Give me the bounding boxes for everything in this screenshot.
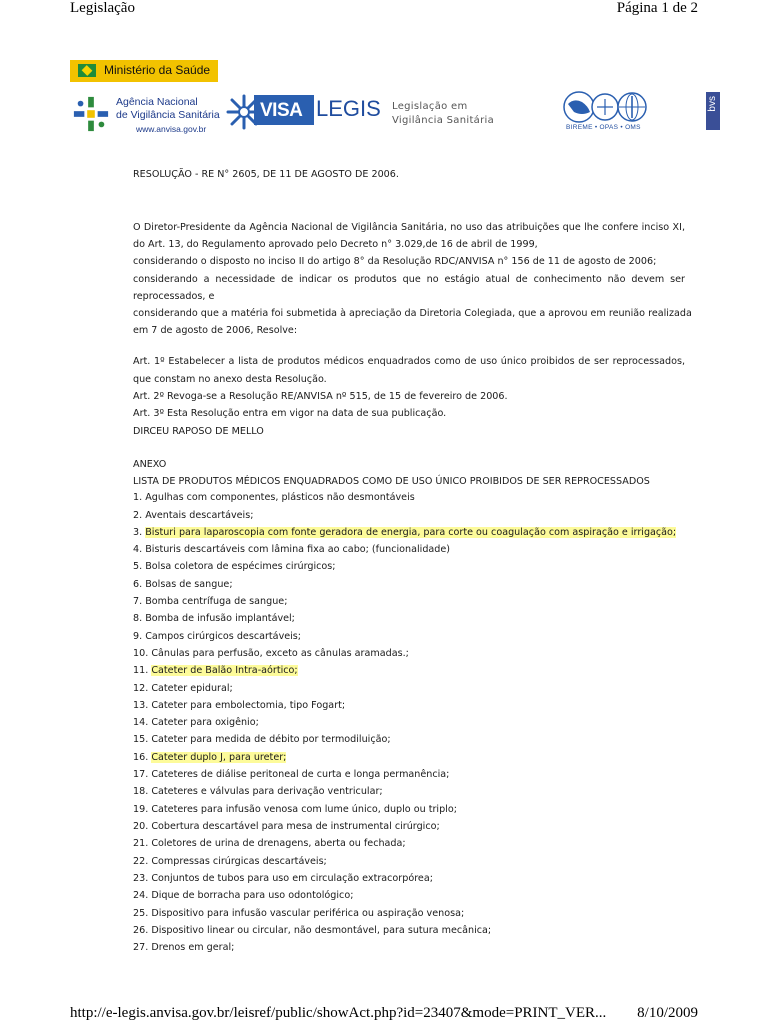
list-item-text: Cânulas para perfusão, exceto as cânulas aramadas.; [151, 648, 409, 659]
list-item [133, 631, 301, 642]
list-item-text: Aventais descartáveis; [145, 510, 254, 521]
list-item-number: 24. [133, 890, 149, 901]
list-item-number: 6. [133, 579, 143, 590]
list-item-text: Dispositivo linear ou circular, não desmontável, para sutura mecânica; [151, 925, 492, 936]
list-item-number: 18. [133, 786, 149, 797]
list-item [133, 804, 457, 815]
list-item-text: Cateteres e válvulas para derivação ventricular; [151, 786, 383, 797]
list-item-number: 23. [133, 873, 149, 884]
list-item-number: 10. [133, 648, 149, 659]
list-item [133, 579, 233, 590]
list-item [133, 821, 440, 832]
bvs-logo-text: bvs [707, 96, 718, 112]
list-item [133, 596, 287, 607]
list-item-text-highlighted: Cateter duplo J, para ureter; [151, 752, 287, 763]
list-item [133, 700, 345, 711]
list-item-number: 1. [133, 492, 143, 503]
print-footer-url: http://e-legis.anvisa.gov.br/leisref/public/showAct.php?id=23407&mode=PRINT_VER... [70, 1005, 607, 1021]
list-item-number: 26. [133, 925, 149, 936]
list-item [133, 873, 433, 884]
list-item-text: Cateteres de diálise peritoneal de curta e longa permanência; [151, 769, 450, 780]
anvisa-name [116, 96, 220, 122]
list-item-text: Compressas cirúrgicas descartáveis; [151, 856, 327, 867]
anvisa-name-line2: de Vigilância Sanitária [116, 109, 220, 121]
resolution-title: RESOLUÇÃO - RE N° 2605, DE 11 DE AGOSTO DE 2006. [133, 169, 399, 180]
list-item [133, 838, 406, 849]
annex-title: ANEXO [133, 459, 167, 470]
preamble-line: O Diretor-Presidente da Agência Nacional de Vigilância Sanitária, no uso das atribuições que lhe confere inciso XI, [133, 222, 685, 233]
legislacao-tagline [392, 100, 494, 128]
list-item [133, 717, 259, 728]
list-item-number: 17. [133, 769, 149, 780]
list-item-number: 7. [133, 596, 143, 607]
preamble-line: do Art. 13, do Regulamento aprovado pelo Decreto n° 3.029,de 16 de abril de 1999, [133, 239, 538, 250]
list-item [133, 890, 353, 901]
list-item [133, 856, 327, 867]
list-item-number: 5. [133, 561, 143, 572]
preamble-line: reprocessados, e [133, 291, 215, 302]
list-item-number: 20. [133, 821, 149, 832]
list-item-number: 27. [133, 942, 149, 953]
list-item-number: 25. [133, 908, 149, 919]
list-item [133, 908, 464, 919]
list-item-number: 21. [133, 838, 149, 849]
list-item-text: Cateter para medida de débito por termodiluição; [151, 734, 391, 745]
ministerio-saude-label: Ministério da Saúde [104, 63, 211, 77]
list-item-number: 16. [133, 752, 149, 763]
list-item-text-highlighted: Bisturi para laparoscopia com fonte geradora de energia, para corte ou coagulação com aspiração e irrigação; [145, 527, 677, 538]
list-item [133, 925, 491, 936]
article-line: Art. 3º Esta Resolução entra em vigor na data de sua publicação. [133, 408, 447, 419]
list-item [133, 527, 676, 538]
list-item-number: 14. [133, 717, 149, 728]
list-item-number: 8. [133, 613, 143, 624]
list-item [133, 613, 295, 624]
list-item-text: Bomba de infusão implantável; [145, 613, 295, 624]
list-item-text: Bolsas de sangue; [145, 579, 233, 590]
article-line: Art. 1º Estabelecer a lista de produtos médicos enquadrados como de uso único proibidos de ser reprocessados, [133, 356, 685, 367]
anvisa-url: www.anvisa.gov.br [136, 124, 207, 134]
list-item-text: Agulhas com componentes, plásticos não desmontáveis [145, 492, 415, 503]
list-item-number: 13. [133, 700, 149, 711]
list-item-number: 11. [133, 665, 149, 676]
list-item-number: 12. [133, 683, 149, 694]
list-item-text: Dique de borracha para uso odontológico; [151, 890, 354, 901]
list-item-text: Cateteres para infusão venosa com lume único, duplo ou triplo; [151, 804, 457, 815]
article-line: que constam no anexo desta Resolução. [133, 374, 327, 385]
preamble-line: em 7 de agosto de 2006, Resolve: [133, 325, 298, 336]
list-item [133, 752, 286, 763]
print-header-title: Legislação [70, 0, 135, 16]
brazil-flag-icon [78, 64, 96, 77]
signatory-name: DIRCEU RAPOSO DE MELLO [133, 426, 264, 437]
bvs-logo [706, 92, 720, 130]
list-item-text: Cateter epidural; [151, 683, 233, 694]
list-item [133, 510, 253, 521]
list-item [133, 544, 450, 555]
list-item [133, 942, 234, 953]
print-footer-date: 8/10/2009 [637, 1005, 698, 1021]
list-item [133, 683, 233, 694]
bireme-label: BIREME • OPAS • OMS [566, 124, 641, 131]
list-item-number: 15. [133, 734, 149, 745]
article-line: Art. 2º Revoga-se a Resolução RE/ANVISA nº 515, de 15 de fevereiro de 2006. [133, 391, 508, 402]
list-item-text: Cateter para oxigênio; [151, 717, 259, 728]
list-item-number: 3. [133, 527, 143, 538]
anvisa-name-line1: Agência Nacional [116, 96, 198, 108]
visa-logo-text: VISA [260, 100, 303, 121]
bireme-opas-oms-logo-icon [562, 90, 652, 124]
list-item-text: Bolsa coletora de espécimes cirúrgicos; [145, 561, 336, 572]
list-item-text: Dispositivo para infusão vascular periférica ou aspiração venosa; [151, 908, 465, 919]
list-item-text: Cobertura descartável para mesa de instrumental cirúrgico; [151, 821, 440, 832]
list-item-text: Bomba centrífuga de sangue; [145, 596, 288, 607]
list-item [133, 786, 383, 797]
list-item-number: 4. [133, 544, 143, 555]
list-item-number: 9. [133, 631, 143, 642]
anvisa-logo-icon [72, 95, 110, 133]
preamble-line: considerando a necessidade de indicar os produtos que no estágio atual de conhecimento não devem ser [133, 274, 685, 285]
list-item [133, 648, 409, 659]
preamble-line: considerando o disposto no inciso II do artigo 8° da Resolução RDC/ANVISA n° 156 de 11 de agosto de 2006; [133, 256, 657, 267]
list-item-number: 2. [133, 510, 143, 521]
list-item-text: Bisturis descartáveis com lâmina fixa ao cabo; (funcionalidade) [145, 544, 451, 555]
preamble-line: considerando que a matéria foi submetida à apreciação da Diretoria Colegiada, que a aprovou em reunião realizada [133, 308, 692, 319]
list-item [133, 492, 415, 503]
legislacao-tagline-line1: Legislação em [392, 101, 468, 112]
list-item [133, 769, 449, 780]
list-item-text: Campos cirúrgicos descartáveis; [145, 631, 302, 642]
list-item-text: Conjuntos de tubos para uso em circulação extracorpórea; [151, 873, 433, 884]
list-item-text: Coletores de urina de drenagens, aberta ou fechada; [151, 838, 406, 849]
annex-subtitle: LISTA DE PRODUTOS MÉDICOS ENQUADRADOS COMO DE USO ÚNICO PROIBIDOS DE SER REPROCESSADOS [133, 476, 650, 487]
list-item-number: 19. [133, 804, 149, 815]
list-item-number: 22. [133, 856, 149, 867]
list-item [133, 734, 391, 745]
list-item [133, 561, 336, 572]
legislacao-tagline-line2: Vigilância Sanitária [392, 115, 495, 126]
print-header-page: Página 1 de 2 [616, 0, 698, 16]
visa-logo-box [254, 95, 314, 125]
list-item-text-highlighted: Cateter de Balão Intra-aórtico; [151, 665, 298, 676]
list-item-text: Cateter para embolectomia, tipo Fogart; [151, 700, 346, 711]
legis-logo-text: LEGIS [316, 96, 381, 121]
ministerio-saude-banner [70, 60, 218, 82]
list-item [133, 665, 298, 676]
list-item-text: Drenos em geral; [151, 942, 235, 953]
